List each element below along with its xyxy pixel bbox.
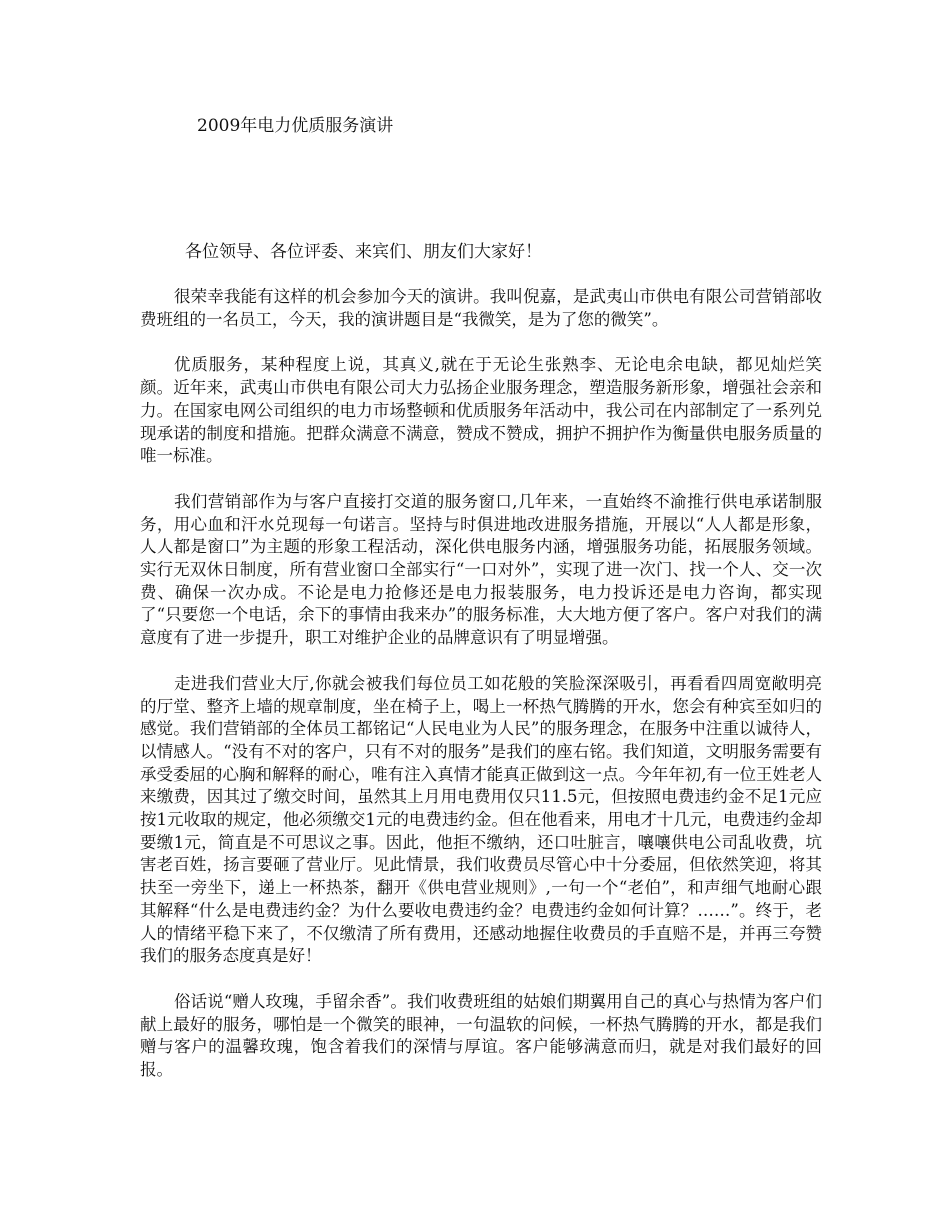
paragraph-quality-service: 优质服务，某种程度上说，其真义,就在于无论生张熟李、无论电余电缺，都见灿烂笑颜。近年来，武夷山市供电有限公司大力弘扬企业服务理念，塑造服务新形象，增强社会亲和力。在国家电网公司组织的电力市场整顿和优质服务年活动中，我公司在内部制定了一系列兑现承诺的制度和措施。把群众满意不满意，赞成不赞成，拥护不拥护作为衡量供电服务质量的唯一标准。 (140, 355, 822, 466)
paragraph-roses: 俗话说“赠人玫瑰，手留余香”。我们收费班组的姑娘们期翼用自己的真心与热情为客户们献上最好的服务，哪怕是一个微笑的眼神，一句温软的问候，一杯热气腾腾的开水，都是我们赠与客户的温馨玫瑰，饱含着我们的深情与厚谊。客户能够满意而归，就是对我们最好的回报。 (140, 991, 822, 1080)
document-title: 2009年电力优质服务演讲 (197, 116, 394, 136)
document-body (140, 286, 822, 1105)
paragraph-service-hall: 走进我们营业大厅,你就会被我们每位员工如花般的笑脸深深吸引，再看看四周宽敞明亮的厅堂、整齐上墙的规章制度，坐在椅子上，喝上一杯热气腾腾的开水，您会有种宾至如归的感觉。我们营销部的全体员工都铭记“人民电业为人民”的服务理念，在服务中注重以诚待人，以情感人。“没有不对的客户，只有不对的服务”是我们的座右铭。我们知道，文明服务需要有承受委屈的心胸和解释的耐心，唯有注入真情才能真正做到这一点。今年年初,有一位王姓老人来缴费，因其过了缴交时间，虽然其上月用电费用仅只11.5元，但按照电费违约金不足1元应按1元收取的规定，他必须缴交1元的电费违约金。但在他看来，用电才十几元，电费违约金却要缴1元，简直是不可思议之事。因此，他拒不缴纳，还口吐脏言，嚷嚷供电公司乱收费，坑害老百姓，扬言要砸了营业厅。见此情景，我们收费员尽管心中十分委屈，但依然笑迎，将其扶至一旁坐下，递上一杯热茶，翻开《供电营业规则》,一句一个“老伯”，和声细气地耐心跟其解释“什么是电费违约金？为什么要收电费违约金？电费违约金如何计算？……”。终于，老人的情绪平稳下来了，不仅缴清了所有费用，还感动地握住收费员的手直赔不是，并再三夸赞我们的服务态度真是好！ (140, 673, 822, 966)
paragraph-marketing-dept: 我们营销部作为与客户直接打交道的服务窗口,几年来，一直始终不渝推行供电承诺制服务，用心血和汗水兑现每一句诺言。坚持与时俱进地改进服务措施，开展以“人人都是形象，人人都是窗口”为主题的形象工程活动，深化供电服务内涵，增强服务功能，拓展服务领域。实行无双休日制度，所有营业窗口全部实行“一口对外”，实现了进一次门、找一个人、交一次费、确保一次办成。不论是电力抢修还是电力报装服务，电力投诉还是电力咨询，都实现了“只要您一个电话，余下的事情由我来办”的服务标准，大大地方便了客户。客户对我们的满意度有了进一步提升，职工对维护企业的品牌意识有了明显增强。 (140, 491, 822, 648)
paragraph-intro: 很荣幸我能有这样的机会参加今天的演讲。我叫倪嘉，是武夷山市供电有限公司营销部收费班组的一名员工，今天，我的演讲题目是“我微笑，是为了您的微笑”。 (140, 287, 822, 329)
greeting-line: 各位领导、各位评委、来宾们、朋友们大家好！ (185, 242, 542, 262)
